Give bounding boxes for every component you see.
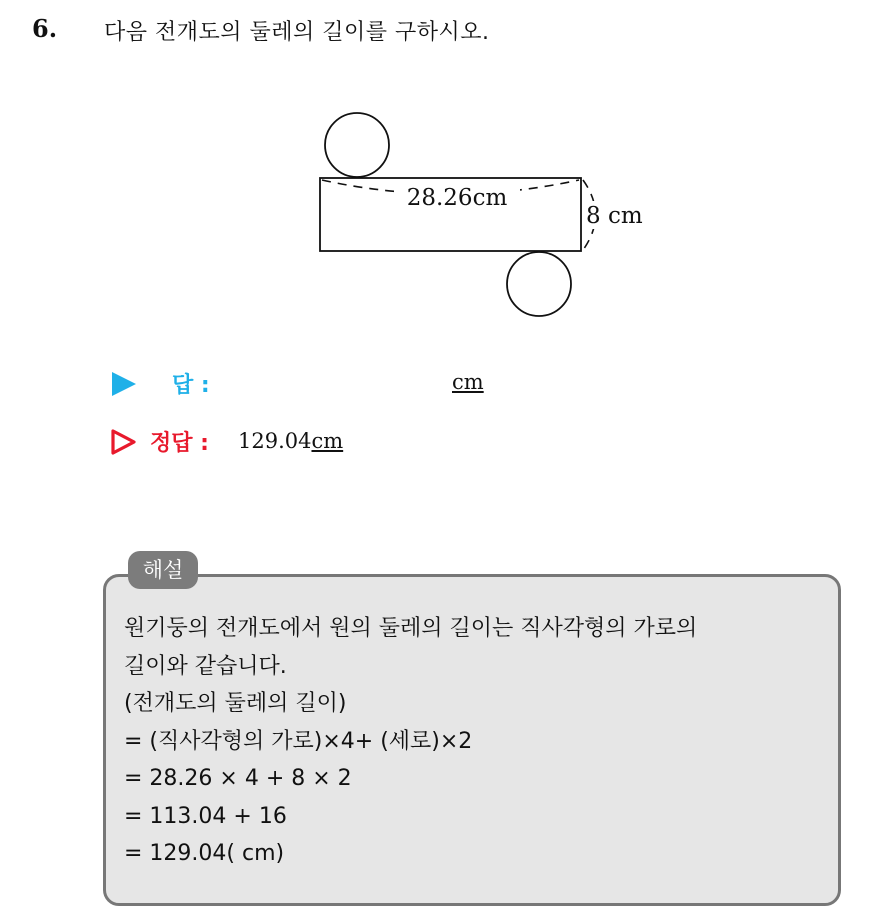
explanation-line: = 28.26 × 4 + 8 × 2 xyxy=(124,766,352,791)
explanation-line: = (직사각형의 가로)×4+ (세로)×2 xyxy=(124,728,473,754)
cylinder-net-diagram xyxy=(300,100,680,330)
cylinder-net-figure xyxy=(300,100,680,330)
solution-row xyxy=(110,424,610,460)
solution-unit: cm xyxy=(311,429,344,453)
answer-unit: cm xyxy=(452,370,484,394)
filled-triangle-icon xyxy=(112,372,136,396)
answer-label: 답 : xyxy=(172,373,210,398)
solution-value: 129.04 xyxy=(238,429,312,453)
solution-answer xyxy=(238,429,343,453)
top-circle xyxy=(325,113,389,177)
bottom-circle xyxy=(507,252,571,316)
explanation-line: (전개도의 둘레의 길이) xyxy=(124,691,347,716)
width-label: 28.26cm xyxy=(406,185,508,211)
question-number: 6. xyxy=(32,14,58,43)
outline-triangle-icon xyxy=(110,428,138,456)
question-text: 다음 전개도의 둘레의 길이를 구하시오. xyxy=(104,20,490,45)
explanation-tag: 해설 xyxy=(128,551,198,589)
explanation-line: = 129.04( cm) xyxy=(124,841,285,866)
explanation-body xyxy=(124,610,836,873)
answer-row xyxy=(110,366,610,402)
solution-label: 정답 : xyxy=(150,431,209,456)
explanation-line: 원기둥의 전개도에서 원의 둘레의 길이는 직사각형의 가로의 xyxy=(124,616,698,641)
explanation-line: = 113.04 + 16 xyxy=(124,803,287,829)
explanation-line: 길이와 같습니다. xyxy=(124,653,287,679)
height-label: 8 cm xyxy=(586,203,643,229)
